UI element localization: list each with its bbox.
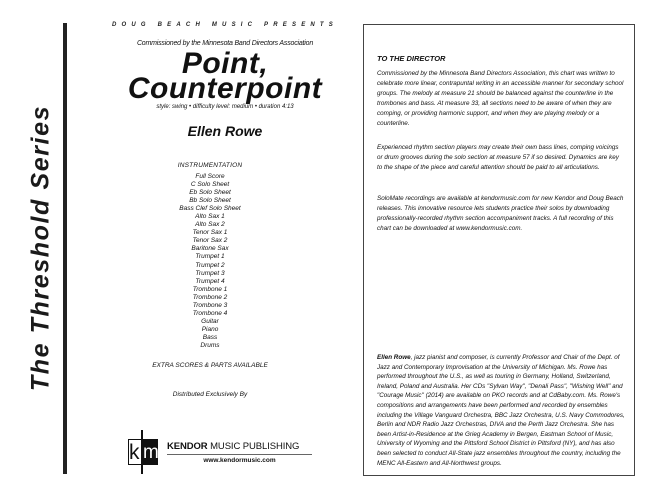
logo-letter-k: k xyxy=(129,441,140,464)
series-vertical-rule xyxy=(63,23,67,474)
composer-name: Ellen Rowe xyxy=(187,123,263,139)
instrument-item: Full Score xyxy=(195,173,225,180)
logo-letter-m: m xyxy=(143,442,159,463)
instrument-item: Trombone 4 xyxy=(192,309,228,317)
instrument-item: Baritone Sax xyxy=(191,245,229,253)
piece-title-line-1: Point, xyxy=(181,47,269,80)
publisher-name: KENDOR MUSIC PUBLISHING xyxy=(167,441,300,452)
solomate-paragraph: SoloMate recordings are available at kendormusic.com for new Kendor and Doug Beach releases. This innovative resource lets students practice their solos by downloading professionally-recorded rhythm section accompaniment tracks. A full recording of this chart can be downloaded at www.kendormusic.com. xyxy=(377,195,624,232)
extra-parts-note: EXTRA SCORES & PARTS AVAILABLE xyxy=(152,362,268,369)
instrument-item: Eb Solo Sheet xyxy=(189,189,231,197)
publisher-url: www.kendormusic.com xyxy=(203,457,276,464)
instrument-item: Guitar xyxy=(201,317,219,325)
instrument-item: Alto Sax 2 xyxy=(195,221,225,229)
piece-details: style: swing • difficulty level: medium • duration 4:13 xyxy=(156,104,294,110)
instrumentation-heading: INSTRUMENTATION xyxy=(177,162,243,169)
director-notes-paragraph: Experienced rhythm section players may create their own bass lines, comping voicings or drum grooves during the solo section at measure 57 if so desired. Dynamics are key to the shape of the piece and careful attention should be paid to all articulations. xyxy=(377,144,619,171)
director-notes-heading: TO THE DIRECTOR xyxy=(377,54,446,63)
instrument-item: Drums xyxy=(200,341,220,349)
director-notes-paragraph: Commissioned by the Minnesota Band Directors Association, this chart was written to celebrate more linear, contrapuntal writing in an accessible manner for secondary school groups. The melody at measure 21 should be balanced against the counterline in the trombones and bass. At measure 33, all sections need to be aware of when they are comping, or providing harmonic support, and when they are playing melody or a counterline. xyxy=(377,70,624,127)
composer-bio: Ellen Rowe, jazz pianist and composer, is currently Professor and Chair of the Dept. of Jazz and Contemporary Improvisation at the University of Michigan. Ms. Rowe has performed throughout the U.S., as well as touring in Germany, Holland, Switzerland, Ireland, Poland and Australia. Her CDs "Sylvan Way", "Denali Pass", "Wishing Well" and "Courage Music" (2014) are available on PKO records and at CdBaby.com. Ms. Rowe's compositions and arrangements have been performed and recorded by ensembles including the Village Vanguard Orchestra, BBC Jazz Orchestra, U.S. Navy Commodores, Berlin and NDR Radio Jazz Orchestras, DIVA and the Perth Jazz Orchestra. She has been Artist-in-Residence at the Grieg Academy in Bergen, Eastman School of Music, University of Wyoming and the Pittsford School District in Pittsford (NY), and has also been selected to conduct All-State jazz ensembles throughout the country, including the MENC All-Eastern and All-Northwest groups. xyxy=(377,354,625,467)
instrument-item: Bb Solo Sheet xyxy=(189,197,231,205)
piece-title-line-2: Counterpoint xyxy=(127,72,323,105)
kendor-km-logo-icon xyxy=(128,430,160,474)
instrument-item: Tenor Sax 1 xyxy=(192,229,228,237)
instrument-item: Trumpet 3 xyxy=(195,269,225,277)
instrument-item: C Solo Sheet xyxy=(190,181,230,189)
commission-credit: Commissioned by the Minnesota Band Directors Association xyxy=(136,40,314,47)
instrument-item: Piano xyxy=(201,325,219,333)
publisher-divider xyxy=(167,454,312,455)
instrument-item: Trumpet 2 xyxy=(195,261,225,269)
instrument-item: Trumpet 4 xyxy=(195,277,225,285)
instrument-item: Trombone 3 xyxy=(192,301,228,309)
instrument-item: Bass Clef Solo Sheet xyxy=(179,205,241,213)
instrument-item: Bass xyxy=(202,333,218,341)
distributor-caption: Distributed Exclusively By xyxy=(172,391,248,398)
series-title-vertical: The Threshold Series xyxy=(26,104,55,392)
instrument-item: Alto Sax 1 xyxy=(195,213,225,221)
instrument-item: Trombone 2 xyxy=(192,293,228,301)
instrument-item: Trombone 1 xyxy=(192,285,228,293)
instrument-item: Trumpet 1 xyxy=(195,253,225,261)
instrument-item: Tenor Sax 2 xyxy=(192,237,228,245)
instrumentation-list xyxy=(100,173,320,350)
presenter-line: DOUG BEACH MUSIC PRESENTS xyxy=(111,22,338,28)
